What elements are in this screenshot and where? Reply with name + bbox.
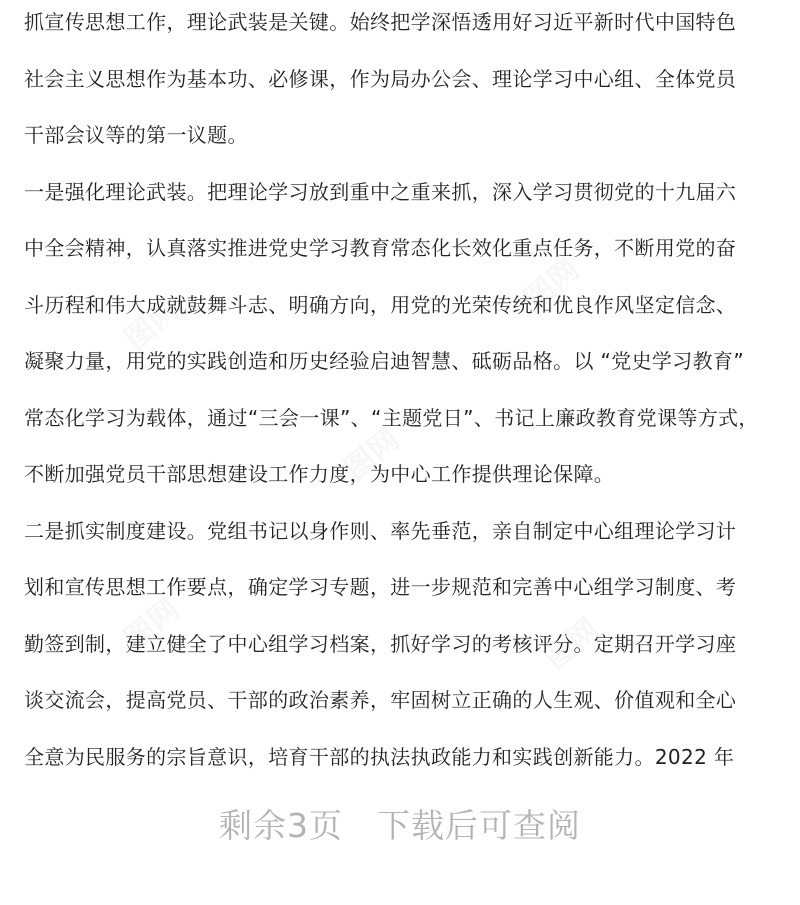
text-line: 凝聚力量，用党的实践创造和历史经验启迪智慧、砥砺品格。以 “党史学习教育” [24, 349, 745, 373]
document-body [24, 0, 780, 785]
text-line: 常态化学习为载体，通过“三会一课”、“主题党日”、书记上廉政教育党课等方式， [24, 405, 759, 430]
download-to-read-label: 下载后可查阅 [377, 806, 581, 845]
text-line: 斗历程和伟大成就鼓舞斗志、明确方向，用党的光荣传统和优良作风坚定信念、 [24, 292, 737, 317]
text-line: 抓宣传思想工作，理论武装是关键。始终把学深悟透用好习近平新时代中国特色 [24, 10, 737, 34]
text-line: 二是抓实制度建设。党组书记以身作则、率先垂范，亲自制定中心组理论学习计 [24, 518, 737, 543]
text-line: 不断加强党员干部思想建设工作力度，为中心工作提供理论保障。 [24, 462, 615, 486]
text-line: 干部会议等的第一议题。 [24, 123, 248, 147]
text-line: 中全会精神，认真落实推进党史学习教育常态化长效化重点任务，不断用党的奋 [24, 236, 737, 260]
text-line: 谈交流会，提高党员、干部的政治素养，牢固树立正确的人生观、价值观和全心 [24, 688, 737, 712]
text-line: 社会主义思想作为基本功、必修课，作为局办公会、理论学习中心组、全体党员 [24, 66, 737, 91]
text-line: 全意为民服务的宗旨意识，培育干部的执法执政能力和实践创新能力。2022 年 [24, 744, 735, 769]
text-line: 划和宣传思想工作要点，确定学习专题，进一步规范和完善中心组学习制度、考 [24, 575, 737, 599]
download-prompt[interactable] [0, 800, 800, 847]
remaining-pages-label: 剩余3页 [219, 806, 343, 845]
text-line: 一是强化理论武装。把理论学习放到重中之重来抓，深入学习贯彻党的十九届六 [24, 179, 737, 204]
text-line: 勤签到制，建立健全了中心组学习档案，抓好学习的考核评分。定期召开学习座 [24, 631, 737, 656]
